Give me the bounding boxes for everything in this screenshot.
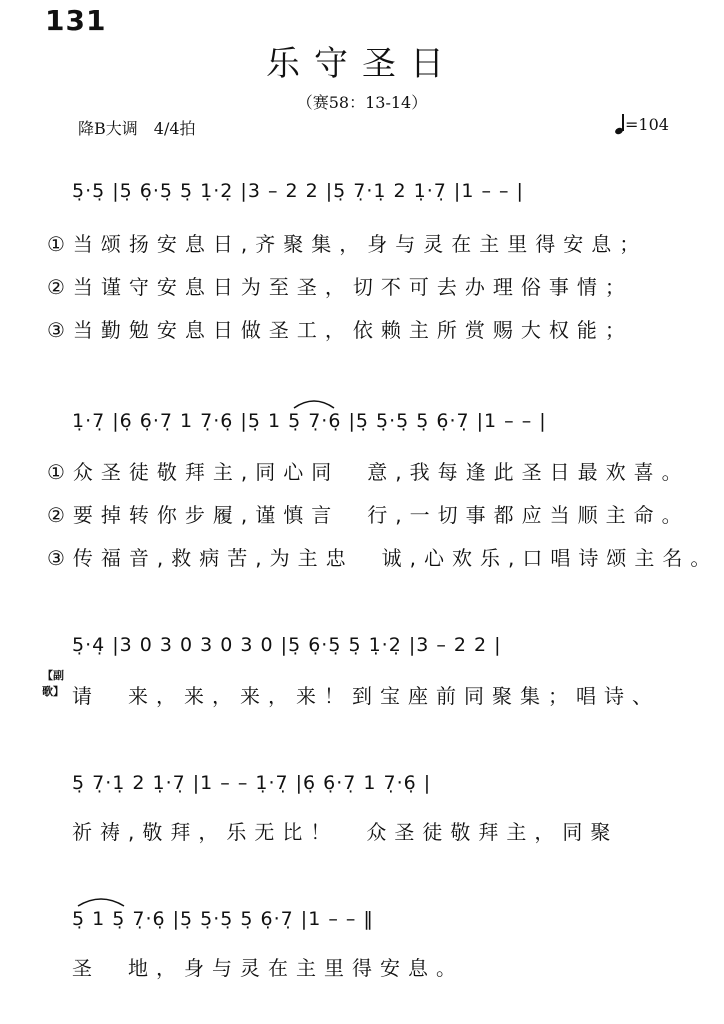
notation-line-3: 5̣·4̣ |3 0 3 0 3 0 3 0 |5̣ 6̣·5̣ 5̣ 1̣·2̣ |3 – 2 2 |: [72, 634, 502, 656]
quarter-note-icon: [615, 114, 625, 134]
lyric-line-1-1: ①当颂扬安息日,齐聚集，身与灵在主里得安息；: [47, 232, 648, 256]
hymn-number: 131: [45, 4, 107, 37]
lyric-line-5-1: 圣 地，身与灵在主里得安息。: [72, 956, 464, 980]
tie-mark: [76, 894, 126, 908]
tie-mark: [292, 396, 336, 410]
notation-line-5: 5̣ 1 5̣ 7̣·6̣ |5̣ 5̣·5̣ 5̣ 6̣·7̣ |1 – – ‖: [72, 908, 374, 930]
lyric-line-2-2: ②要掉转你步履,谨慎言 行,一切事都应当顺主命。: [47, 503, 690, 527]
lyric-line-2-1: ①众圣徒敬拜主,同心同 意,我每逢此圣日最欢喜。: [47, 460, 690, 484]
notation-line-4: 5̣ 7̣·1̣ 2 1̣·7̣ |1 – – 1̣·7̣ |6̣ 6̣·7̣ 1 7̣·6̣ |: [72, 772, 432, 794]
lyric-line-2-3: ③传福音,救病苦,为主忠 诚,心欢乐,口唱诗颂主名。: [47, 546, 719, 570]
tempo-marking: [615, 114, 669, 134]
lyric-line-3-1: 请 来，来，来，来！到宝座前同聚集；唱诗、: [72, 684, 660, 708]
hymn-title: 乐守圣日: [266, 44, 458, 84]
lyric-line-1-3: ③当勤勉安息日做圣工，依赖主所赏赐大权能；: [47, 318, 633, 342]
lyric-line-1-2: ②当谨守安息日为至圣，切不可去办理俗事情；: [47, 275, 633, 299]
lyric-line-4-1: 祈祷,敬拜，乐无比！ 众圣徒敬拜主，同聚: [72, 820, 619, 844]
scripture-reference: （赛58：13-14）: [296, 93, 428, 112]
tempo-value: =104: [625, 115, 669, 134]
chorus-tag: 【副歌】: [42, 669, 64, 698]
notation-line-2: 1̣·7̣ |6̣ 6̣·7̣ 1 7̣·6̣ |5̣ 1 5̣ 7̣·6̣ |5̣ 5̣·5̣ 5̣ 6̣·7̣ |1 – – |: [72, 410, 547, 432]
notation-line-1: 5̣·5̣ |5̣ 6̣·5̣ 5̣ 1̣·2̣ |3 – 2 2 |5̣ 7̣·1̣ 2 1̣·7̣ |1 – – |: [72, 180, 524, 202]
key-signature: 降B大调 4/4拍: [78, 119, 196, 138]
